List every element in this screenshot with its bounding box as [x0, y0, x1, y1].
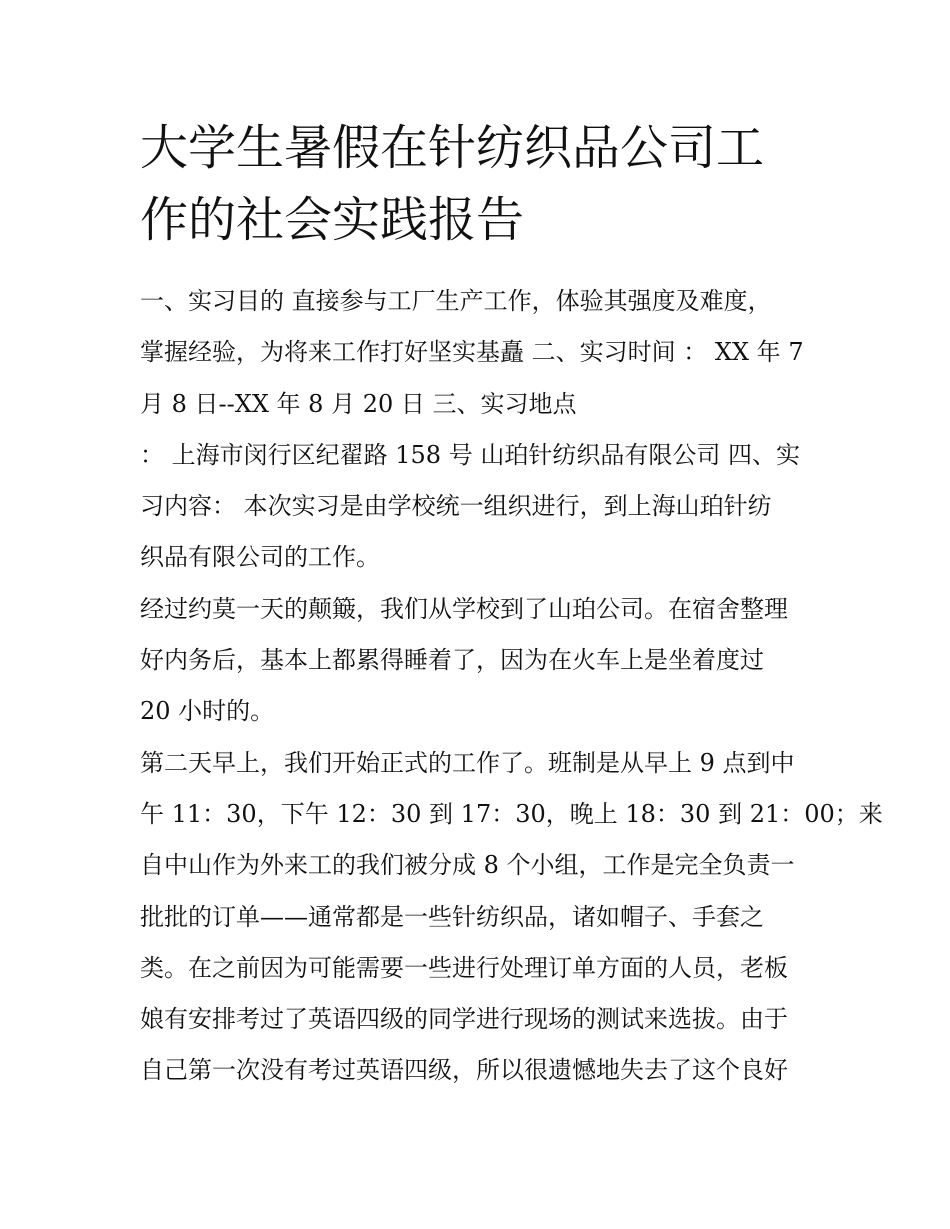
text-line: 习内容： 本次实习是由学校统一组织进行，到上海山珀针纺	[140, 492, 772, 521]
text-line: 午 11：30，下午 12：30 到 17：30，晚上 18：30 到 21：00；来	[140, 799, 883, 828]
text-line: 自己第一次没有考过英语四级，所以很遗憾地失去了这个良好	[140, 1056, 788, 1085]
text-line: 类。在之前因为可能需要一些进行处理订单方面的人员，老板	[140, 953, 788, 982]
paragraph-3	[140, 738, 883, 1097]
document-title	[140, 112, 812, 256]
document-body	[140, 276, 883, 1097]
text-line: 经过约莫一天的颠簸，我们从学校到了山珀公司。在宿舍整理	[140, 594, 788, 623]
title-line: 大学生暑假在针纺织品公司工	[140, 120, 765, 176]
text-line: 掌握经验，为将来工作打好坚实基矗 二、实习时间 ： XX 年 7	[140, 338, 804, 367]
text-line: 自中山作为外来工的我们被分成 8 个小组，工作是完全负责一	[140, 851, 795, 880]
text-line: 20 小时的。	[140, 697, 275, 726]
text-line: 娘有安排考过了英语四级的同学进行现场的测试来选拔。由于	[140, 1005, 788, 1034]
text-line: ： 上海市闵行区纪翟路 158 号 山珀针纺织品有限公司 四、实	[140, 440, 800, 469]
text-line: 月 8 日--XX 年 8 月 20 日 三、实习地点	[140, 389, 577, 418]
text-line: 织品有限公司的工作。	[140, 543, 380, 572]
text-line: 批批的订单——通常都是一些针纺织品，诸如帽子、手套之	[140, 902, 764, 931]
document-page	[140, 112, 883, 1097]
paragraph-1	[140, 276, 812, 584]
paragraph-2	[140, 584, 812, 738]
text-line: 一、实习目的 直接参与工厂生产工作，体验其强度及难度，	[140, 287, 772, 315]
text-line: 好内务后，基本上都累得睡着了，因为在火车上是坐着度过	[140, 646, 764, 675]
text-line: 第二天早上，我们开始正式的工作了。班制是从早上 9 点到中	[140, 748, 795, 777]
title-line: 作的社会实践报告	[140, 192, 525, 248]
